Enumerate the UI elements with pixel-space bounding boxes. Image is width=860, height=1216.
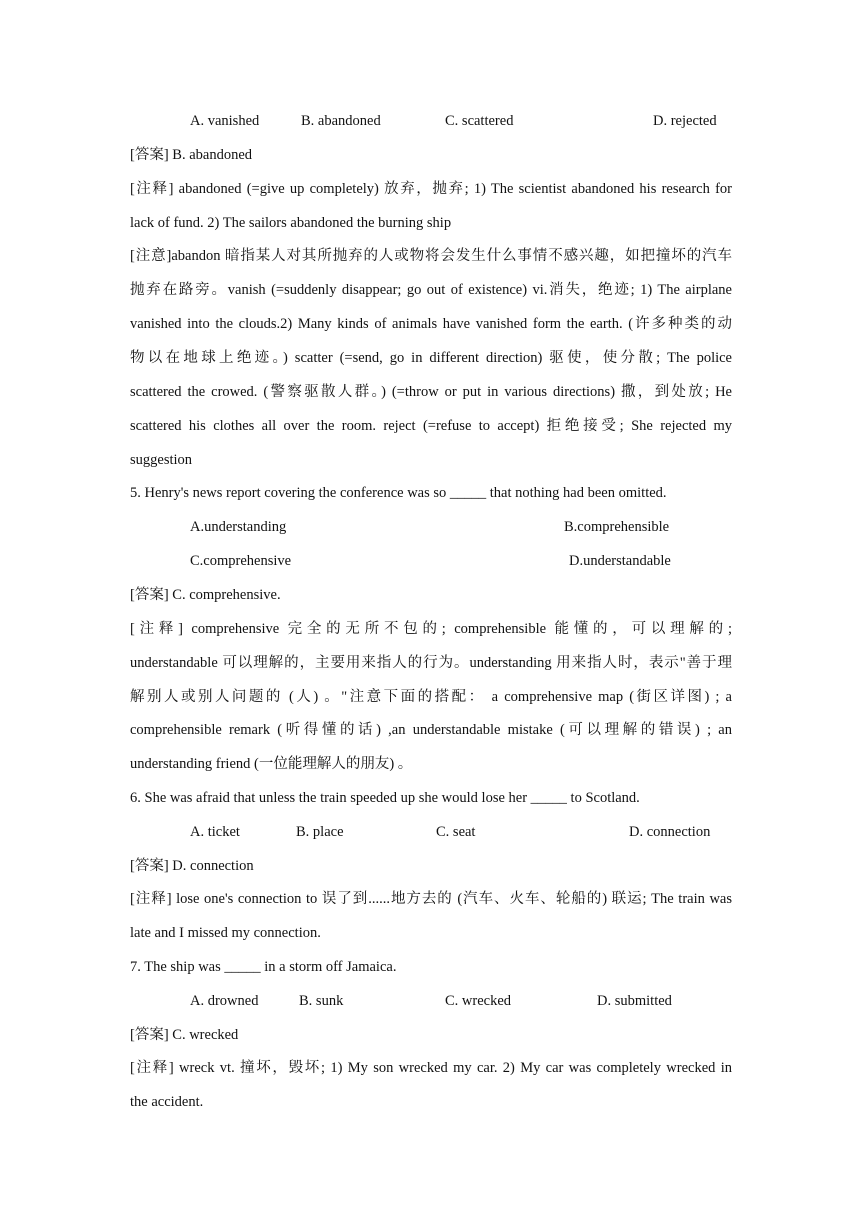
answer-6: [答案] D. connection [130,858,254,874]
answer-7: [答案] C. wrecked [130,1027,239,1043]
note-line: 解别人或别人问题的 (人) 。"注意下面的搭配： a comprehensive map (街区详图) ; a [130,689,732,705]
question-7: 7. The ship was _____ in a storm off Jamaica. [130,959,397,975]
answer-4: [答案] B. abandoned [130,147,253,163]
attention-line: [注意]abandon 暗指某人对其所抛弃的人或物将会发生什么事情不感兴趣，如把撞坏的汽车 [130,248,732,264]
attention-line: vanished into the clouds.2) Many kinds of animals have vanished form the earth. (许多种类的动 [130,316,732,332]
note-line: [注释] comprehensive 完全的无所不包的; comprehensible 能懂的，可以理解的; [130,621,732,637]
option-b: B.comprehensible [564,519,670,535]
option-a: A. ticket [190,824,240,840]
note-line: lack of fund. 2) The sailors abandoned the burning ship [130,215,452,231]
option-c: C.comprehensive [190,553,292,569]
note-line: the accident. [130,1094,204,1110]
option-c: C. seat [436,824,476,840]
question-6: 6. She was afraid that unless the train speeded up she would lose her _____ to Scotland. [130,790,640,806]
option-d: D.understandable [569,553,671,569]
attention-line: scattered his clothes all over the room. reject (=refuse to accept) 拒绝接受; She rejected my [130,418,732,434]
note-line: understanding friend (一位能理解人的朋友) 。 [130,756,413,772]
note-line: [注释] wreck vt. 撞坏，毁坏; 1) My son wrecked my car. 2) My car was completely wrecked in [130,1060,732,1076]
attention-line: scattered the crowed. (警察驱散人群。) (=throw or put in various directions) 撒，到处放; He [130,384,732,400]
option-a: A.understanding [190,519,287,535]
option-b: B. place [296,824,344,840]
attention-line: 抛弃在路旁。vanish (=suddenly disappear; go out of existence) vi.消失，绝迹; 1) The airplane [130,282,732,298]
option-b: B. abandoned [301,113,381,129]
option-d: D. rejected [653,113,717,129]
attention-line: suggestion [130,452,193,468]
note-line: [注释] lose one's connection to 误了到......地方去的 (汽车、火车、轮船的) 联运; The train was [130,891,732,907]
option-d: D. connection [629,824,711,840]
option-a: A. vanished [190,113,260,129]
option-c: C. wrecked [445,993,512,1009]
option-c: C. scattered [445,113,514,129]
option-a: A. drowned [190,993,259,1009]
note-line: late and I missed my connection. [130,925,321,941]
note-line: understandable 可以理解的，主要用来指人的行为。understanding 用来指人时，表示"善于理 [130,655,732,671]
answer-5: [答案] C. comprehensive. [130,587,281,603]
option-b: B. sunk [299,993,344,1009]
attention-line: 物以在地球上绝迹。) scatter (=send, go in different direction) 驱使，使分散; The police [130,350,732,366]
note-line: comprehensible remark (听得懂的话) ,an understandable mistake (可以理解的错误) ; an [130,722,732,738]
note-line: [注释] abandoned (=give up completely) 放弃，抛弃; 1) The scientist abandoned his research for [130,181,732,197]
option-d: D. submitted [597,993,672,1009]
question-5: 5. Henry's news report covering the conference was so _____ that nothing had been omitted. [130,485,667,501]
